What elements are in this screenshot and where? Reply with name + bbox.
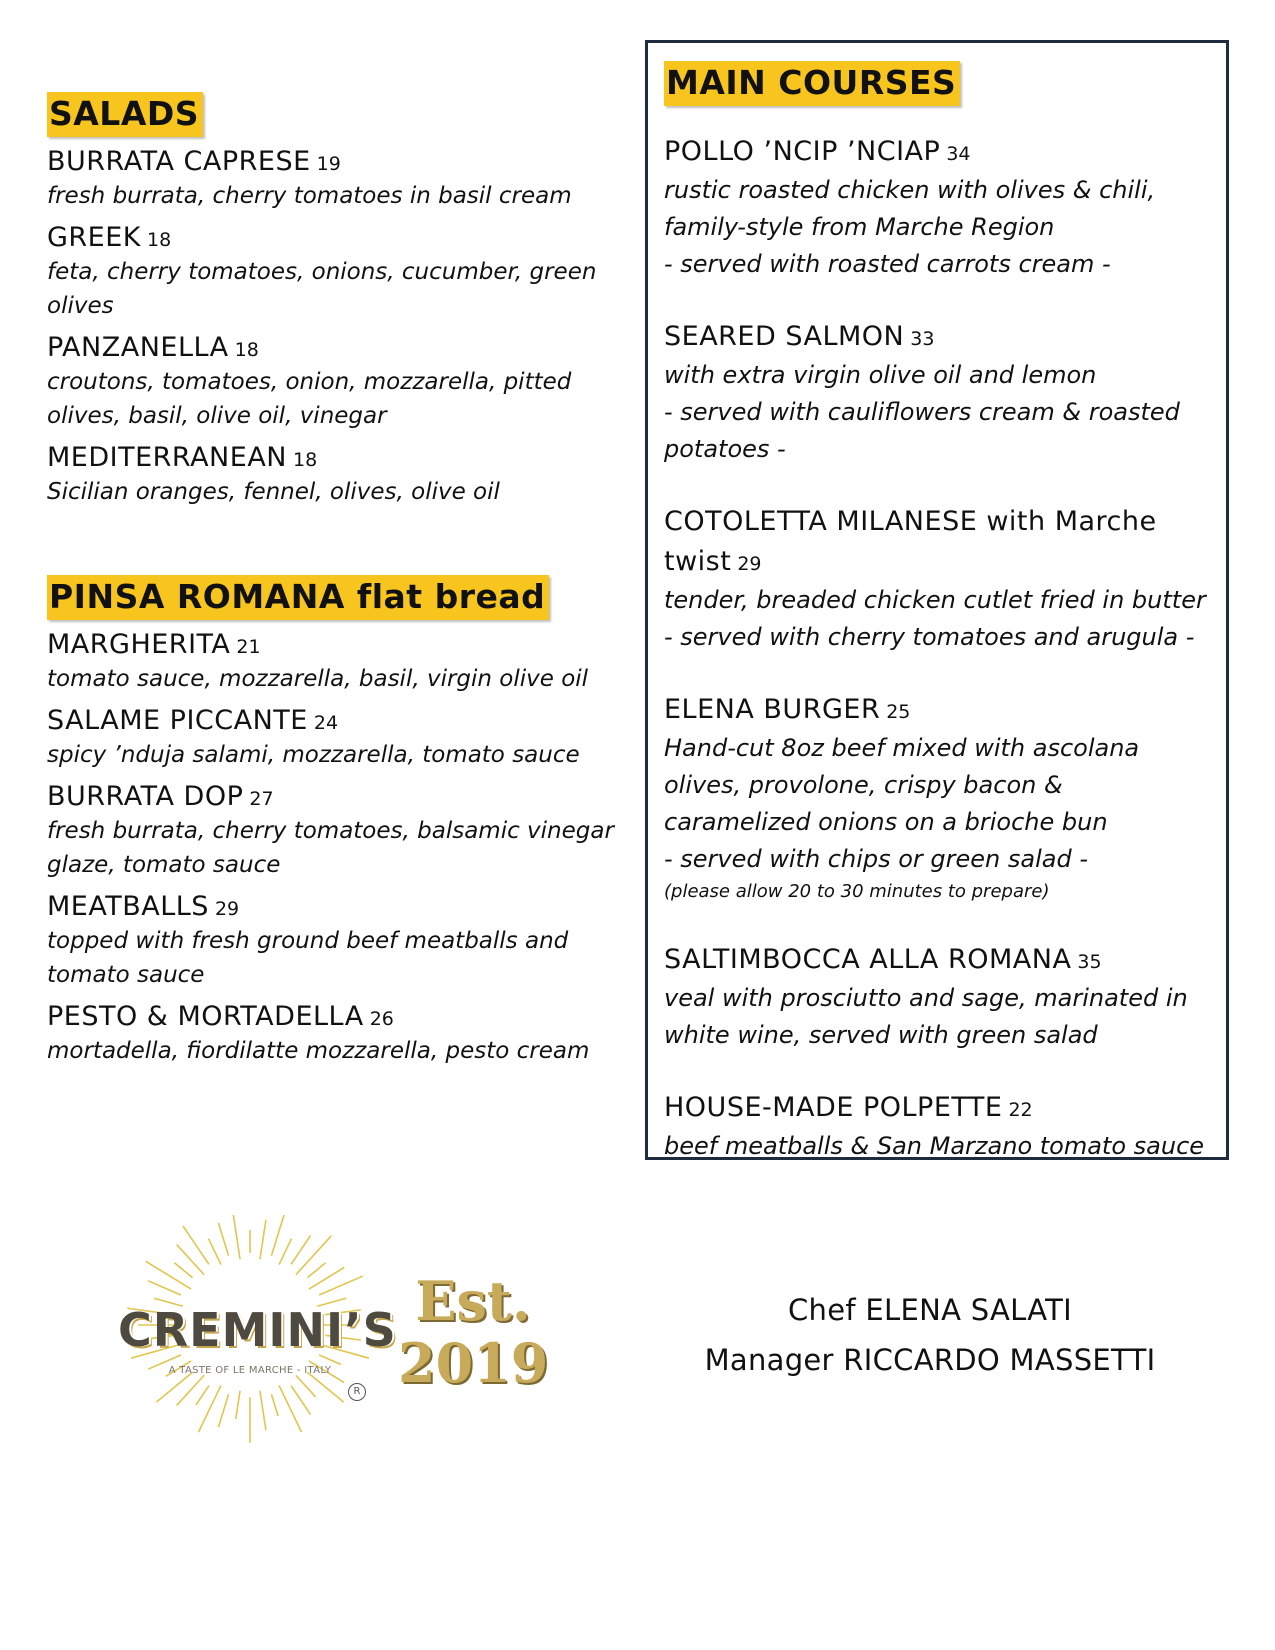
item-description: tomato sauce, mozzarella, basil, virgin olive oil xyxy=(47,666,589,692)
item-price: 24 xyxy=(313,712,339,734)
sun-ray xyxy=(146,1261,191,1289)
salads-title: SALADS xyxy=(47,92,203,137)
sun-ray xyxy=(177,1245,205,1275)
sun-ray xyxy=(279,1239,291,1265)
item-name: BURRATA DOP xyxy=(47,781,244,812)
chef-credit: Chef ELENA SALATI xyxy=(787,1293,1072,1327)
sun-ray xyxy=(236,1391,240,1419)
brand-tagline: A TASTE OF LE MARCHE - ITALY xyxy=(168,1365,332,1376)
menu-item xyxy=(664,132,1208,283)
sun-ray xyxy=(260,1220,266,1259)
menu-item xyxy=(47,1000,647,1068)
item-served-with: - served with chips or green salad - xyxy=(664,845,1089,873)
sun-ray xyxy=(148,1281,181,1295)
item-price: 34 xyxy=(946,143,971,165)
item-description: fresh burrata, cherry tomatoes in basil cream xyxy=(47,183,572,209)
item-price: 35 xyxy=(1077,951,1102,973)
item-description: spicy ’nduja salami, mozzarella, tomato sauce xyxy=(47,742,580,768)
item-price: 29 xyxy=(737,553,762,575)
menu-item xyxy=(664,317,1208,468)
item-name: BURRATA CAPRESE xyxy=(47,146,311,177)
sun-ray xyxy=(218,1394,228,1427)
established-badge xyxy=(398,1270,548,1394)
item-description: veal with prosciutto and sage, marinated in white wine, served with green salad xyxy=(664,984,1188,1049)
item-name: HOUSE-MADE POLPETTE xyxy=(664,1092,1003,1123)
sun-ray xyxy=(198,1385,220,1432)
sun-ray xyxy=(271,1394,278,1416)
item-description: beef meatballs & San Marzano tomato sauce xyxy=(664,1132,1205,1160)
sun-ray xyxy=(196,1386,209,1405)
item-price: 25 xyxy=(886,701,911,723)
sun-ray xyxy=(296,1375,316,1397)
item-name: PANZANELLA xyxy=(47,332,229,363)
salads-section xyxy=(47,92,647,509)
item-price: 33 xyxy=(910,328,935,350)
sun-ray xyxy=(260,1391,266,1430)
item-description: Sicilian oranges, fennel, olives, olive oil xyxy=(47,479,500,505)
sun-ray xyxy=(307,1263,325,1278)
item-price: 21 xyxy=(236,636,261,658)
item-name: SEARED SALMON xyxy=(664,321,905,352)
item-name: SALAME PICCANTE xyxy=(47,705,308,736)
sun-ray xyxy=(296,1236,331,1275)
sun-ray xyxy=(218,1223,228,1256)
item-name: POLLO ’NCIP ’NCIAP xyxy=(664,136,941,167)
item-description: Hand-cut 8oz beef mixed with ascolana olives, provolone, crispy bacon & caramelized onions on a brioche bun xyxy=(664,734,1140,836)
item-price: 26 xyxy=(369,1008,394,1030)
item-description: with extra virgin olive oil and lemon xyxy=(664,361,1097,389)
brand-name: CREMINI’S xyxy=(118,1303,397,1357)
sun-ray xyxy=(232,1215,240,1259)
sun-ray xyxy=(208,1239,220,1265)
item-served-with: - served with cauliflowers cream & roasted potatoes - xyxy=(664,398,1180,463)
est-label: Est. xyxy=(415,1269,531,1333)
item-description: topped with fresh ground beef meatballs and tomato sauce xyxy=(47,928,569,988)
item-served-with: - served with roasted carrots cream - xyxy=(664,250,1111,278)
sun-ray xyxy=(279,1385,301,1432)
item-price: 18 xyxy=(234,339,259,361)
item-description: fresh burrata, cherry tomatoes, balsamic vinegar glaze, tomato sauce xyxy=(47,818,614,878)
item-description: rustic roasted chicken with olives & chili, family-style from Marche Region xyxy=(664,176,1156,241)
registered-mark: R xyxy=(348,1383,366,1401)
item-name: MARGHERITA xyxy=(47,629,231,660)
menu-item xyxy=(664,1088,1208,1165)
item-description: feta, cherry tomatoes, onions, cucumber, green olives xyxy=(47,259,597,319)
main-courses-box xyxy=(645,40,1229,1160)
item-note: (please allow 20 to 30 minutes to prepare) xyxy=(664,881,1050,902)
item-name: MEATBALLS xyxy=(47,891,209,922)
menu-item xyxy=(47,890,647,992)
item-description: croutons, tomatoes, onion, mozzarella, pitted olives, basil, olive oil, vinegar xyxy=(47,369,572,429)
cremini-logo xyxy=(110,1215,397,1455)
item-price: 22 xyxy=(1008,1099,1033,1121)
pinsa-section xyxy=(47,575,647,1068)
sun-ray xyxy=(307,1372,343,1402)
menu-item xyxy=(47,628,647,696)
item-price: 18 xyxy=(292,449,318,471)
item-name: MEDITERRANEAN xyxy=(47,442,287,473)
sun-ray xyxy=(291,1386,310,1415)
sun-ray xyxy=(291,1235,310,1264)
main-courses-title: MAIN COURSES xyxy=(664,61,960,106)
item-name: GREEK xyxy=(47,222,142,253)
item-price: 19 xyxy=(316,153,341,175)
sun-ray xyxy=(177,1375,205,1405)
sun-ray xyxy=(183,1226,209,1264)
menu-item xyxy=(47,221,647,323)
sun-ray xyxy=(156,1372,192,1402)
menu-item xyxy=(664,940,1208,1054)
est-year: 2019 xyxy=(398,1331,549,1395)
menu-item xyxy=(47,331,647,433)
menu-item xyxy=(664,690,1208,906)
item-name: COTOLETTA MILANESE with Marche twist xyxy=(664,506,1157,577)
menu-item xyxy=(47,780,647,882)
menu-item xyxy=(47,145,647,213)
manager-credit: Manager RICCARDO MASSETTI xyxy=(704,1343,1156,1377)
item-price: 29 xyxy=(214,898,240,920)
item-name: SALTIMBOCCA ALLA ROMANA xyxy=(664,944,1072,975)
item-description: tender, breaded chicken cutlet fried in butter xyxy=(664,586,1206,614)
menu-item xyxy=(47,441,647,509)
menu-item xyxy=(664,502,1208,656)
sun-ray xyxy=(271,1215,285,1256)
pinsa-title: PINSA ROMANA flat bread xyxy=(47,575,549,620)
item-name: PESTO & MORTADELLA xyxy=(47,1001,364,1032)
menu-item xyxy=(47,704,647,772)
left-column xyxy=(47,92,647,1068)
item-price: 18 xyxy=(147,229,172,251)
item-name: ELENA BURGER xyxy=(664,694,881,725)
item-price: 27 xyxy=(249,788,274,810)
sun-ray xyxy=(174,1263,192,1278)
item-served-with: - served with cherry tomatoes and arugula - xyxy=(664,623,1195,651)
item-description: mortadella, fiordilatte mozzarella, pesto cream xyxy=(47,1038,590,1064)
staff-credits xyxy=(700,1285,1160,1385)
